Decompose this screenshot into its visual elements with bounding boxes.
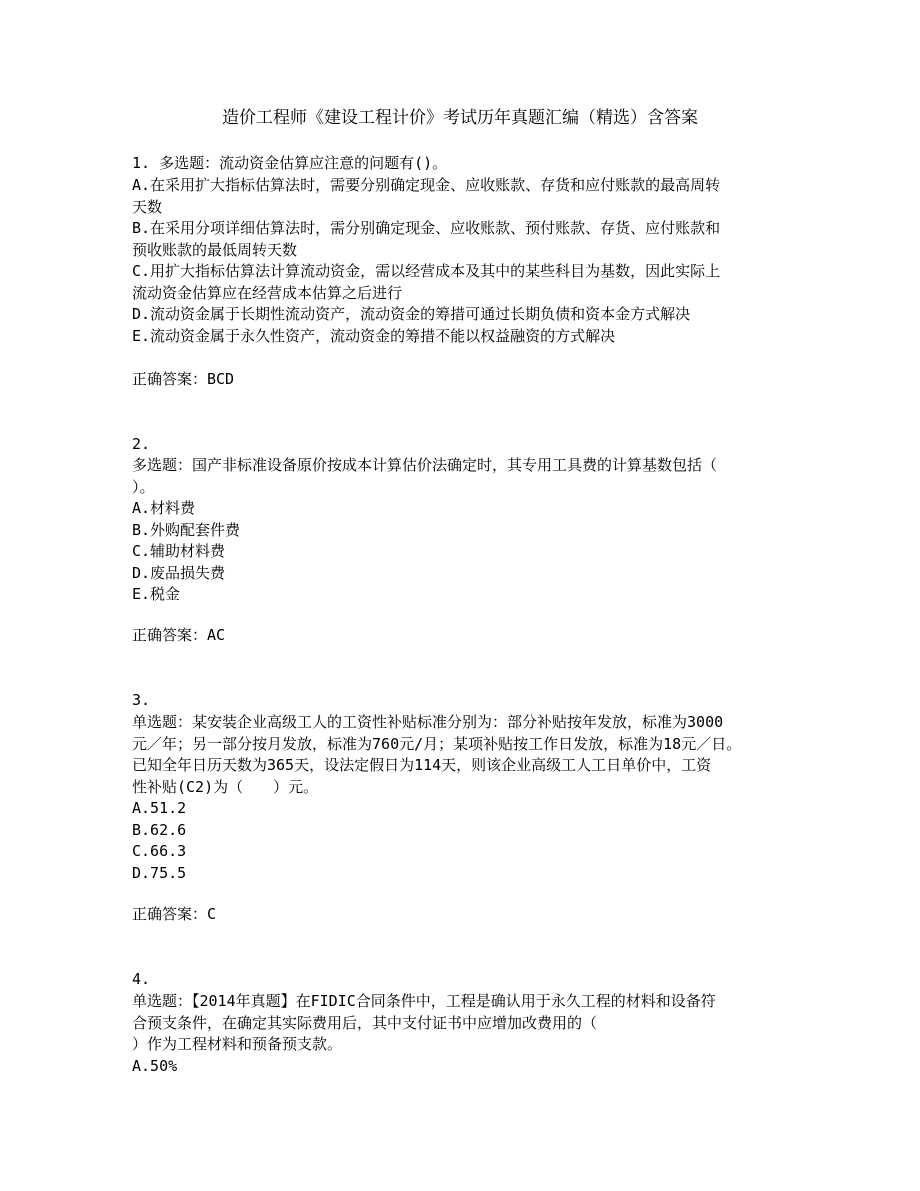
question-2-option-e: E.税金 — [132, 585, 181, 603]
question-1-option-b-cont: 预收账款的最低周转天数 — [132, 241, 298, 259]
question-1-option-a: A.在采用扩大指标估算法时，需要分别确定现金、应收账款、存货和应付账款的最高周转 — [132, 176, 721, 194]
question-3-stem-cont-1: 元／年；另一部分按月发放，标准为760元/月；某项补贴按工作日发放，标准为18元／日。 — [132, 735, 742, 753]
question-2-option-c: C.辅助材料费 — [132, 542, 226, 560]
question-1-option-b: B.在采用分项详细估算法时，需分别确定现金、应收账款、预付账款、存货、应付账款和 — [132, 219, 721, 237]
question-2-option-b: B.外购配套件费 — [132, 521, 241, 539]
question-4-number: 4. — [132, 970, 151, 988]
question-3-answer: 正确答案：C — [132, 905, 217, 923]
question-1-answer: 正确答案：BCD — [132, 370, 235, 388]
question-3-stem-cont-3: 性补贴(C2)为（ ）元。 — [132, 778, 319, 796]
document-title: 造价工程师《建设工程计价》考试历年真题汇编（精选）含答案 — [222, 108, 698, 128]
question-4-option-a: A.50% — [132, 1057, 178, 1075]
question-3-option-b: B.62.6 — [132, 821, 187, 839]
question-4-stem-cont-1: 合预支条件，在确定其实际费用后，其中支付证书中应增加改费用的（ — [132, 1014, 598, 1032]
question-2-number: 2. — [132, 435, 151, 453]
question-2-answer: 正确答案：AC — [132, 626, 226, 644]
question-1-option-c: C.用扩大指标估算法计算流动资金，需以经营成本及其中的某些科目为基数，因此实际上 — [132, 262, 721, 280]
question-4-stem: 单选题：【2014年真题】在FIDIC合同条件中，工程是确认用于永久工程的材料和设备符 — [132, 992, 716, 1010]
question-1-option-e: E.流动资金属于永久性资产，流动资金的筹措不能以权益融资的方式解决 — [132, 327, 616, 345]
question-3-option-d: D.75.5 — [132, 864, 187, 882]
question-1-option-c-cont: 流动资金估算应在经营成本估算之后进行 — [132, 284, 403, 302]
question-1-stem: 1. 多选题：流动资金估算应注意的问题有()。 — [132, 154, 448, 172]
question-3-number: 3. — [132, 691, 151, 709]
question-3-stem-cont-2: 已知全年日历天数为365天，设法定假日为114天，则该企业高级工人工日单价中，工资 — [132, 756, 712, 774]
question-1-option-d: D.流动资金属于长期性流动资产，流动资金的筹措可通过长期负债和资本金方式解决 — [132, 305, 691, 323]
question-4-stem-cont-2: ）作为工程材料和预备预支款。 — [132, 1035, 343, 1053]
question-3-option-c: C.66.3 — [132, 842, 187, 860]
question-2-option-a: A.材料费 — [132, 499, 196, 517]
question-2-stem-cont: ）。 — [132, 478, 155, 496]
question-3-stem: 单选题：某安装企业高级工人的工资性补贴标准分别为：部分补贴按年发放，标准为3000 — [132, 713, 724, 731]
question-1-option-a-cont: 天数 — [132, 198, 163, 216]
question-2-stem: 多选题：国产非标准设备原价按成本计算估价法确定时，其专用工具费的计算基数包括（ — [132, 456, 718, 474]
question-3-option-a: A.51.2 — [132, 799, 187, 817]
question-2-option-d: D.废品损失费 — [132, 564, 226, 582]
